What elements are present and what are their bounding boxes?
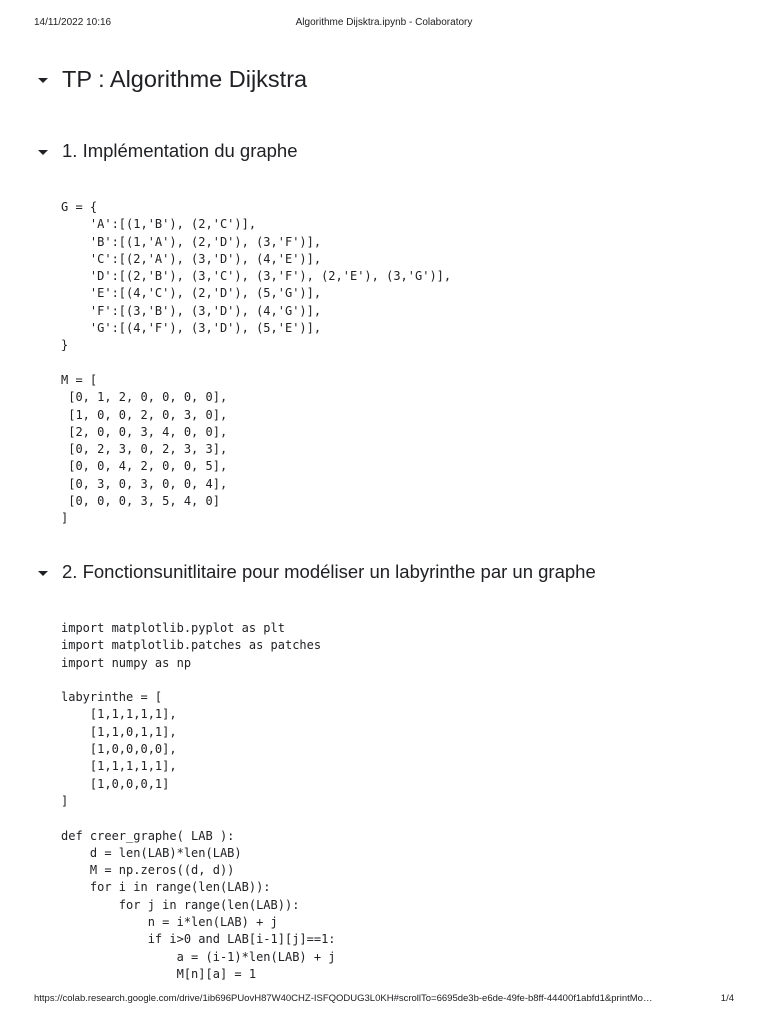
print-page-number: 1/4 — [720, 993, 734, 1004]
collapse-caret-icon[interactable] — [38, 78, 48, 83]
print-page-title: Algorithme Dijsktra.ipynb - Colaboratory — [295, 17, 473, 28]
print-url: https://colab.research.google.com/drive/1ib696PUovH87W40CHZ-ISFQODUG3L0KH#scrollTo=6695de3b-e6de-49fe-b8ff-44400f1abfd1&printMo… — [34, 993, 653, 1004]
collapse-caret-icon[interactable] — [38, 571, 48, 576]
section-heading-graph[interactable] — [38, 140, 298, 162]
section-heading-text: 2. Fonctionsunitlitaire pour modéliser un labyrinthe par un graphe — [62, 561, 596, 582]
notebook-title-heading[interactable] — [38, 66, 307, 93]
collapse-caret-icon[interactable] — [38, 150, 48, 155]
print-footer — [0, 993, 768, 1013]
section-heading-labyrinth[interactable] — [38, 561, 596, 583]
notebook-title: TP : Algorithme Dijkstra — [62, 66, 308, 92]
code-cell-labyrinth[interactable]: import matplotlib.pyplot as plt import matplotlib.patches as patches import numpy as np labyrinthe = [ [1,1,1,1,1], [1,1,0,1,1], [1,0,0,0,0], [1,1,1,1,1], [1,0,0,0,1] ] def creer_graphe( LAB ): d = len(LAB)*len(LAB) M = np.zeros((d, d)) for i in range(len(LAB)): for j in range(len(LAB)): n = i*len(LAB) + j if i>0 and LAB[i-1][j]==1: a = (i-1)*len(LAB) + j M[n][a] = 1 — [61, 621, 336, 981]
section-heading-text: 1. Implémentation du graphe — [62, 140, 298, 161]
code-cell-graph[interactable]: G = { 'A':[(1,'B'), (2,'C')], 'B':[(1,'A'), (2,'D'), (3,'F')], 'C':[(2,'A'), (3,'D'), (4,'E')], 'D':[(2,'B'), (3,'C'), (3,'F'), (2,'E'), (3,'G')], 'E':[(4,'C'), (2,'D'), (5,'G')], 'F':[(3,'B'), (3,'D'), (4,'G')], 'G':[(4,'F'), (3,'D'), (5,'E')], } M = [ [0, 1, 2, 0, 0, 0, 0], [1, 0, 0, 2, 0, 3, 0], [2, 0, 0, 3, 4, 0, 0], [0, 2, 3, 0, 2, 3, 3], [0, 0, 4, 2, 0, 0, 5], [0, 3, 0, 3, 0, 0, 4], [0, 0, 0, 3, 5, 4, 0] ] — [61, 200, 452, 526]
print-header — [0, 0, 768, 30]
print-datetime: 14/11/2022 10:16 — [34, 17, 112, 28]
